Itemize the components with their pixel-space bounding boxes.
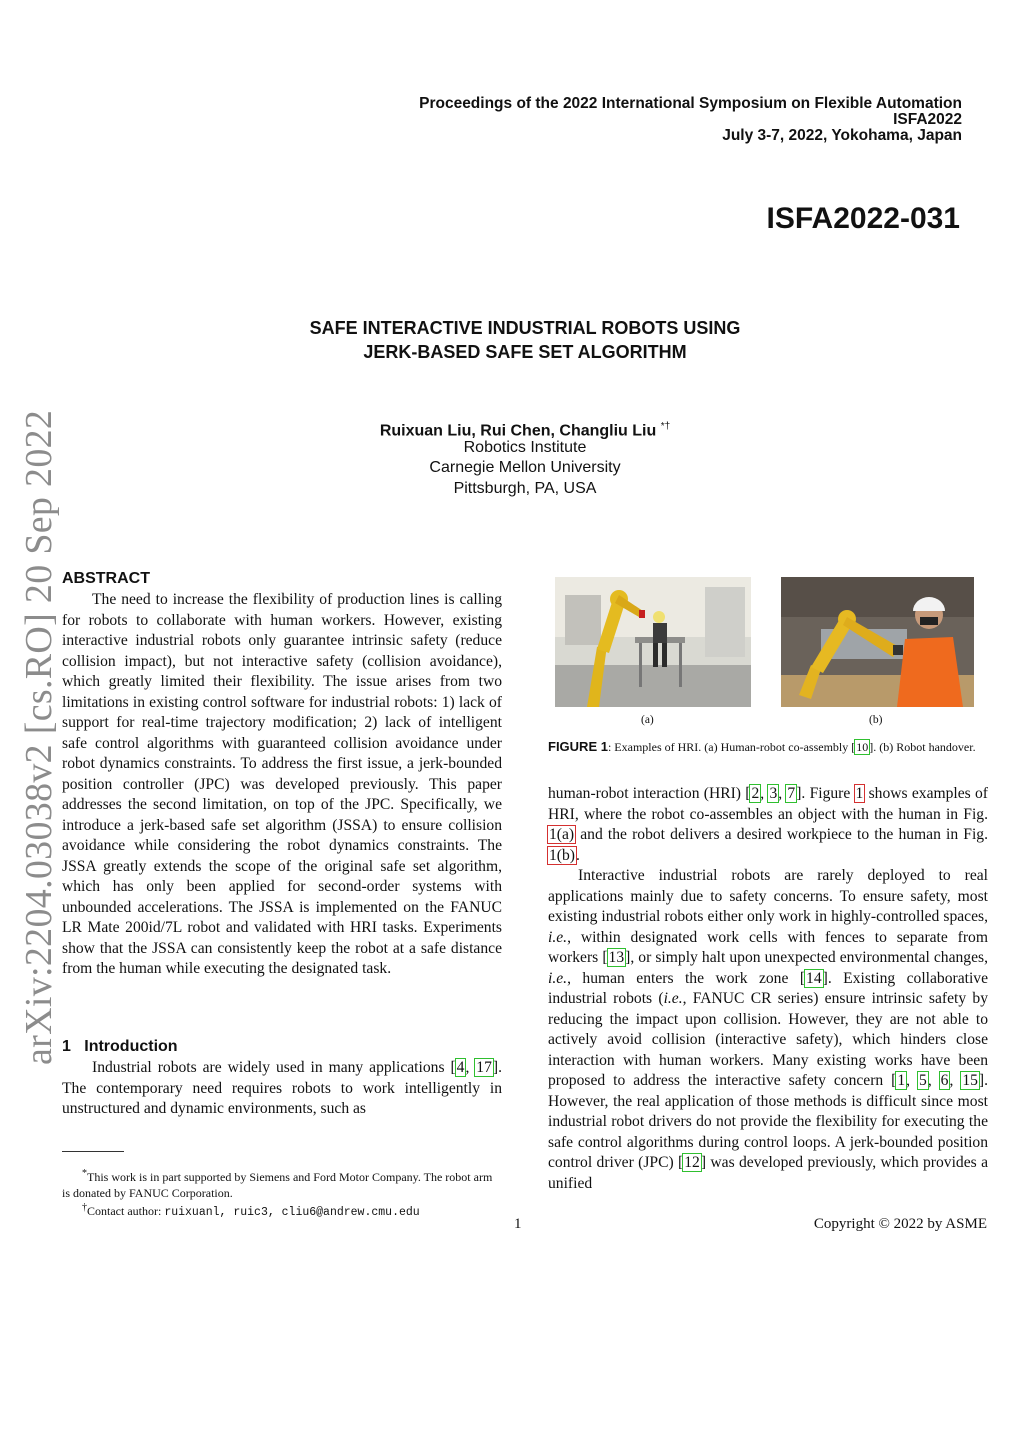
paper-title-line1: SAFE INTERACTIVE INDUSTRIAL ROBOTS USING	[309, 318, 741, 338]
citation-14[interactable]: 14	[806, 969, 822, 987]
safety-text-f: , FANUC CR series) ensure intrinsic safety by reducing the impact upon collision. However, they are not able to actively avoid collision (interactive safety), which hinders close interaction with human workers. Many existing works have been proposed to address the interactive safety concern	[548, 990, 988, 1089]
right-column-body	[548, 784, 988, 1194]
footnote-2-mark: †	[82, 1202, 87, 1213]
conference-name: ISFA2022	[893, 111, 962, 128]
figure-1b-link[interactable]: 1(b)	[549, 846, 575, 864]
paper-id: ISFA2022-031	[766, 202, 960, 235]
hri-text-e: .	[575, 846, 580, 864]
citation-6[interactable]: 6	[940, 1072, 949, 1089]
author-marks: *†	[660, 421, 671, 432]
safety-text-a: Interactive industrial robots are rarely deployed to real applications mainly due to safety concerns. To ensure safety, most existing industrial robots either only work in highly-controlled spaces,	[548, 867, 988, 925]
hri-text-a: human-robot interaction (HRI)	[548, 785, 746, 802]
footnote-1	[62, 1166, 502, 1201]
citation-17[interactable]: 17	[476, 1059, 492, 1076]
figure-1-caption: FIGURE 1: Examples of HRI. (a) Human-robot co-assembly [10]. (b) Robot handover.	[548, 739, 976, 754]
figure-caption-text-a: : Examples of HRI. (a) Human-robot co-assembly	[607, 740, 852, 754]
ie-2: i.e.	[548, 969, 568, 987]
safety-text-d: , human enters the work zone	[567, 969, 800, 987]
arxiv-stamp: arXiv:2204.03038v2 [cs.RO] 20 Sep 2022	[18, 409, 60, 1065]
citation-13[interactable]: 13	[608, 949, 625, 966]
hri-text-d: and the robot delivers a desired workpiece to the human in Fig.	[575, 826, 988, 843]
citation-3[interactable]: 3	[769, 785, 778, 802]
hri-text-c: shows examples of HRI, where the robot co-assembles an object with the human in Fig.	[548, 785, 989, 823]
figure-1b-label: (b)	[869, 714, 883, 726]
ie-3: i.e.	[663, 990, 683, 1007]
intro-heading	[62, 1038, 178, 1056]
citation-1[interactable]: 1	[897, 1072, 906, 1089]
footnote-rule	[62, 1151, 124, 1152]
abstract-text: The need to increase the flexibility of production lines is calling for robots to collaborate with human workers. However, existing interactive industrial robots only guarantee intrinsic safety (reduce collision impact), but not interactive safety (collision avoidance), which greatly limited their flexibility. The issue arises from two limitations in existing control software for industrial robots: 1) lack of support for real-time trajectory modification; 2) lack of intelligent safe control algorithms with guaranteed collision avoidance under robot dynamics constraints. To address the first issue, a jerk-bounded position controller (JPC) was developed previously. This paper addresses the second limitation, on top of the JPC. Specifically, we introduce a jerk-based safe set algorithm (JSSA) to ensure collision avoidance while considering the robot dynamics constraints. The JSSA greatly extends the scope of the original safe set algorithm, which has only been applied for second-order systems with unbounded accelerations. The JSSA is implemented on the FANUC LR Mate 200id/7L robot and validated with HRI tasks. Experiments show that the JSSA can consistently keep the robot at a safe distance from the human while executing the designated task.	[62, 591, 502, 977]
conference-dates: July 3-7, 2022, Yokohama, Japan	[722, 127, 962, 144]
author-list: Ruixuan Liu, Rui Chen, Changliu Liu	[379, 422, 657, 440]
citation-2[interactable]: 2	[751, 785, 760, 802]
safety-paragraph: Interactive industrial robots are rarely deployed to real applications mainly due to safety concerns. To ensure safety, most existing industrial robots either only work in highly-controlled spaces, i.e., within designated work cells with fences to separate from workers [13], or simply halt upon unexpected environmental changes, i.e., human enters the work zone [14]. Existing collaborative industrial robots (i.e., FANUC CR series) ensure intrinsic safety by reducing the impact upon collision. However, they are not able to actively avoid collision (interactive safety), which hinders close interaction with human workers. Many existing works have been proposed to address the interactive safety concern [1, 5, 6, 15]. However, the real application of those methods is difficult since most industrial robot drivers do not provide the flexibility for executing the safe control algorithms during control loops. A jerk-bounded position control driver (JPC) [12] was developed previously, which provides a unified	[548, 867, 989, 1192]
figure-1b-photo	[781, 577, 974, 707]
footnote-2	[82, 1200, 502, 1221]
intro-heading-num: 1	[62, 1038, 71, 1055]
intro-body	[62, 1058, 502, 1120]
figure-1a-label: (a)	[641, 714, 654, 726]
proceedings-line: Proceedings of the 2022 International Symposium on Flexible Automation	[419, 95, 962, 112]
copyright-notice: Copyright © 2022 by ASME	[813, 1216, 987, 1232]
ie-1: i.e.	[548, 928, 568, 946]
figure-1a-photo	[555, 577, 751, 707]
footnote-1-mark: *	[82, 1168, 87, 1179]
hri-paragraph: human-robot interaction (HRI) [2, 3, 7]. Figure 1 shows examples of HRI, where the robot co-assembles an object with the human in Fig. 1(a) and the robot delivers a desired workpiece to the human in Fig. 1(b).	[548, 785, 989, 864]
intro-text-a: Industrial robots are widely used in many applications	[92, 1059, 451, 1076]
figure-1-label: FIGURE 1	[548, 739, 608, 754]
author-location: Pittsburgh, PA, USA	[453, 480, 597, 497]
citation-7[interactable]: 7	[787, 785, 796, 802]
citation-4[interactable]: 4	[456, 1059, 465, 1076]
intro-heading-text: Introduction	[84, 1038, 178, 1055]
citation-12[interactable]: 12	[684, 1154, 700, 1171]
author-university: Carnegie Mellon University	[429, 459, 621, 476]
safety-text-b: , within designated work cells with fences to separate from workers	[548, 928, 988, 966]
figure-1-link[interactable]: 1	[855, 785, 864, 802]
page-number: 1	[514, 1216, 522, 1232]
author-institute: Robotics Institute	[463, 439, 587, 456]
safety-text-h: was developed previously, which provides a unified	[548, 1154, 988, 1192]
citation-15[interactable]: 15	[962, 1072, 978, 1089]
figure-1a-link[interactable]: 1(a)	[549, 826, 575, 843]
safety-text-e: . Existing collaborative industrial robots (	[548, 969, 989, 1007]
footnote-1-text: This work is in part supported by Siemens and Ford Motor Company. The robot arm is donated by FANUC Corporation.	[62, 1170, 493, 1200]
citation-5[interactable]: 5	[919, 1072, 927, 1089]
abstract-body	[62, 590, 502, 980]
safety-text-c: , or simply halt upon unexpected environmental changes,	[630, 949, 988, 966]
abstract-heading: ABSTRACT	[62, 570, 150, 587]
paper-title-line2: JERK-BASED SAFE SET ALGORITHM	[363, 342, 687, 362]
intro-text-b: . The contemporary need requires robots to work intelligently in unstructured and dynamic environments, such as	[62, 1059, 502, 1117]
contact-emails[interactable]: ruixuanl, ruic3, cliu6@andrew.cmu.edu	[164, 1206, 420, 1219]
hri-text-b: . Figure	[801, 785, 855, 802]
intro-paragraph: Industrial robots are widely used in many applications [4, 17]. The contemporary need requires robots to work intelligently in unstructured and dynamic environments, such as	[62, 1059, 502, 1117]
citation-10[interactable]: 10	[856, 740, 869, 754]
safety-text-g: . However, the real application of those methods is difficult since most industrial robot drivers do not provide the flexibility for executing the safe control algorithms during control loops. A jerk-bounded position control driver (JPC)	[548, 1072, 989, 1171]
figure-caption-text-b: . (b) Robot handover.	[873, 740, 976, 754]
footnote-2-label: Contact author:	[87, 1204, 165, 1218]
